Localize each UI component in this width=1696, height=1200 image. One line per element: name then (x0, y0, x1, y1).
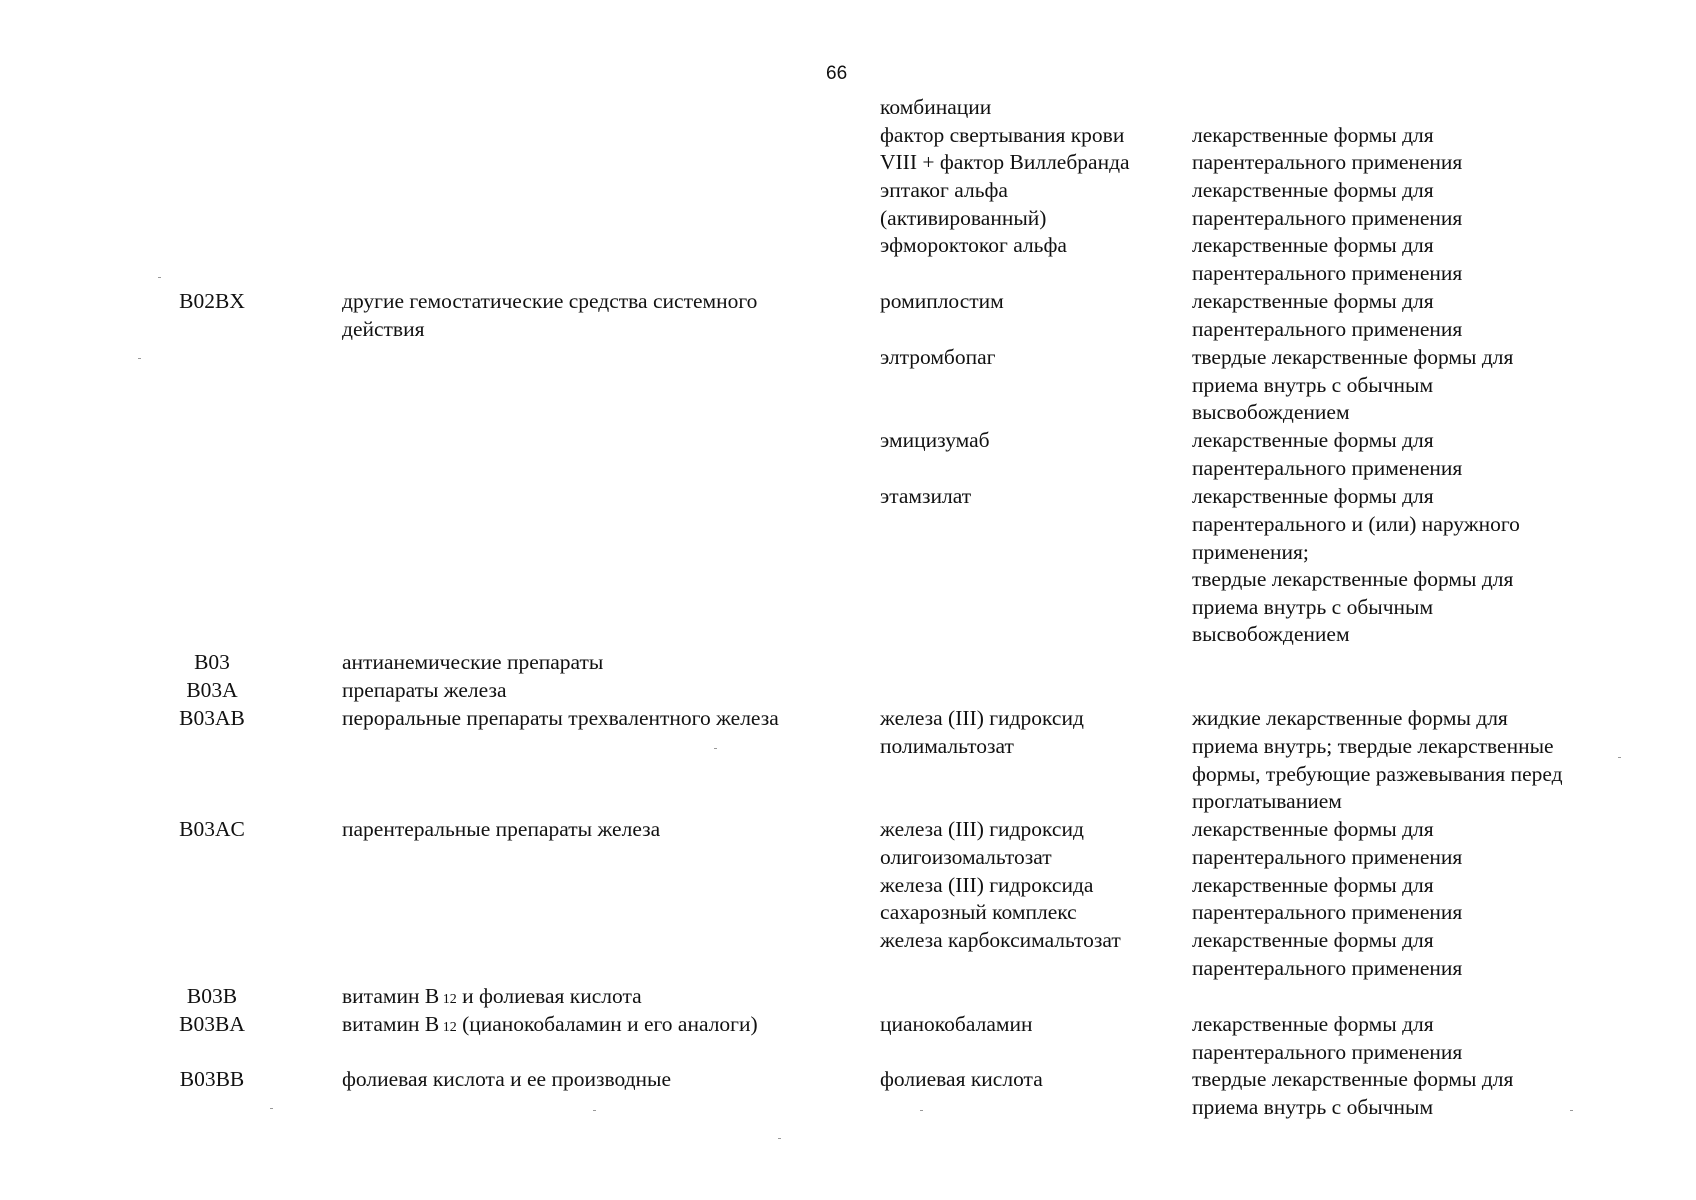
scan-speck (158, 277, 161, 278)
scan-speck (270, 1108, 273, 1109)
drug-name-line: железа карбоксимальтозат (880, 928, 1121, 952)
atc-code-line: B03B (186, 984, 238, 1008)
anatomical-therapeutic-group-line: витамин B 12 (цианокобаламин и его аналоги) (342, 1012, 758, 1036)
dosage-form-line: лекарственные формы для (1192, 484, 1434, 508)
dosage-form-line: приема внутрь с обычным (1192, 373, 1434, 397)
dosage-form-line: парентерального применения (1192, 261, 1463, 285)
drug-name-line: фактор свертывания крови (880, 123, 1125, 147)
anatomical-therapeutic-group-line: антианемические препараты (342, 650, 604, 674)
dosage-form-line: жидкие лекарственные формы для (1192, 706, 1508, 730)
dosage-form-line: парентерального применения (1192, 150, 1463, 174)
page-number: 66 (826, 63, 848, 84)
anatomical-therapeutic-group-line: препараты железа (342, 678, 507, 702)
dosage-form-line: лекарственные формы для (1192, 233, 1434, 257)
dosage-form-line: парентерального применения (1192, 456, 1463, 480)
dosage-form-line: высвобождением (1192, 622, 1350, 646)
dosage-form-line: применения; (1192, 540, 1309, 564)
dosage-form-line: твердые лекарственные формы для (1192, 1067, 1514, 1091)
drug-name-line: эптаког альфа (880, 178, 1008, 202)
drug-name-line: железа (III) гидроксид (880, 817, 1084, 841)
anatomical-therapeutic-group-line: парентеральные препараты железа (342, 817, 661, 841)
dosage-form-line: лекарственные формы для (1192, 1012, 1434, 1036)
dosage-form-line: приема внутрь; твердые лекарственные (1192, 734, 1554, 758)
atc-code-line: B03BA (179, 1012, 245, 1036)
dosage-form-line: лекарственные формы для (1192, 289, 1434, 313)
drug-name-line: сахарозный комплекс (880, 900, 1077, 924)
drug-name-line: ромиплостим (880, 289, 1004, 313)
anatomical-therapeutic-group-line: пероральные препараты трехвалентного железа (342, 706, 779, 730)
drug-name-line: олигоизомальтозат (880, 845, 1052, 869)
dosage-form-line: лекарственные формы для (1192, 178, 1434, 202)
anatomical-therapeutic-group-line: другие гемостатические средства системного (342, 289, 758, 313)
drug-name-line: цианокобаламин (880, 1012, 1033, 1036)
dosage-form-line: твердые лекарственные формы для (1192, 345, 1514, 369)
dosage-form-line: парентерального и (или) наружного (1192, 512, 1520, 536)
scan-speck (593, 1110, 596, 1111)
atc-code-line: B03 (194, 650, 230, 674)
dosage-form-line: твердые лекарственные формы для (1192, 567, 1514, 591)
scan-speck (138, 358, 141, 359)
atc-code-line: B03A (186, 678, 238, 702)
dosage-form-line: парентерального применения (1192, 845, 1463, 869)
drug-name-line: железа (III) гидроксид (880, 706, 1084, 730)
dosage-form-line: парентерального применения (1192, 206, 1463, 230)
drug-name-line: полимальтозат (880, 734, 1014, 758)
scan-speck (920, 1110, 923, 1111)
atc-code-line: B03AC (179, 817, 245, 841)
anatomical-therapeutic-group-line: действия (342, 317, 425, 341)
drug-name-line: элтромбопаг (880, 345, 996, 369)
dosage-form-line: высвобождением (1192, 400, 1350, 424)
dosage-form-line: формы, требующие разжевывания перед (1192, 762, 1563, 786)
dosage-form-line: приема внутрь с обычным (1192, 1095, 1434, 1119)
atc-code-line: B02BX (179, 289, 245, 313)
dosage-form-line: парентерального применения (1192, 317, 1463, 341)
drug-name-line: фолиевая кислота (880, 1067, 1043, 1091)
atc-code-line: B03AB (179, 706, 245, 730)
dosage-form-line: парентерального применения (1192, 1040, 1463, 1064)
drug-name-line: VIII + фактор Виллебранда (880, 150, 1130, 174)
dosage-form-line: парентерального применения (1192, 956, 1463, 980)
dosage-form-line: парентерального применения (1192, 900, 1463, 924)
drug-name-line: (активированный) (880, 206, 1047, 230)
dosage-form-line: лекарственные формы для (1192, 928, 1434, 952)
anatomical-therapeutic-group-line: витамин B 12 и фолиевая кислота (342, 984, 642, 1008)
drug-name-line: этамзилат (880, 484, 972, 508)
dosage-form-line: лекарственные формы для (1192, 873, 1434, 897)
scan-speck (778, 1138, 781, 1139)
dosage-form-line: лекарственные формы для (1192, 817, 1434, 841)
anatomical-therapeutic-group-line: фолиевая кислота и ее производные (342, 1067, 672, 1091)
atc-code-line: B03BB (179, 1067, 245, 1091)
drug-name-line: эфмороктоког альфа (880, 233, 1067, 257)
drug-name-line: комбинации (880, 95, 992, 119)
scan-speck (1570, 1110, 1573, 1111)
dosage-form-line: лекарственные формы для (1192, 428, 1434, 452)
dosage-form-line: лекарственные формы для (1192, 123, 1434, 147)
dosage-form-line: проглатыванием (1192, 789, 1342, 813)
scan-speck (1618, 757, 1621, 758)
dosage-form-line: приема внутрь с обычным (1192, 595, 1434, 619)
drug-name-line: эмицизумаб (880, 428, 990, 452)
drug-name-line: железа (III) гидроксида (880, 873, 1094, 897)
scan-speck (714, 748, 717, 749)
